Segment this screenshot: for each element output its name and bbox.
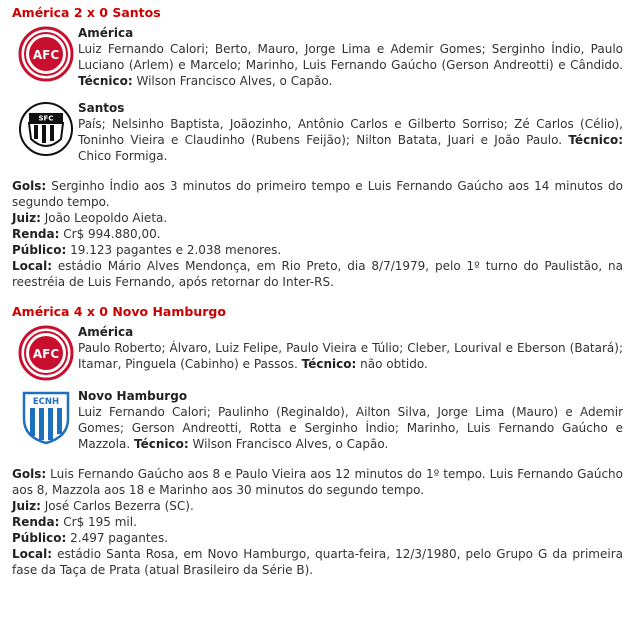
lineup-text: País; Nelsinho Baptista, Joãozinho, Antônio Carlos e Gilberto Sorriso; Zé Carlos (Célio), Toninho Vieira e Claudinho (Rubens Feijão); Nilton Batata, Juari e João Paulo. [78, 117, 623, 147]
team-name: América [78, 26, 134, 40]
america-crest-icon [18, 325, 74, 381]
detail-value: Cr$ 994.880,00. [63, 227, 161, 241]
detail-label: Público: [12, 243, 67, 257]
team-block [12, 389, 623, 452]
detail-label: Renda: [12, 515, 60, 529]
coach-name: Chico Formiga. [78, 149, 168, 163]
lineup-text: Luiz Fernando Calori; Berto, Mauro, Jorge Lima e Ademir Gomes; Serginho Índio, Paulo Luciano (Arlem) e Marcelo; Marinho, Luis Fernando Gaúcho (Gerson Andreotti) e Cândido. [78, 42, 623, 72]
match-section [12, 5, 623, 290]
team-lineup [12, 116, 623, 164]
detail-attendance [12, 530, 623, 546]
america-crest-icon [18, 26, 74, 82]
match-title: América 4 x 0 Novo Hamburgo [12, 304, 226, 319]
detail-value: Serginho Índio aos 3 minutos do primeiro tempo e Luis Fernando Gaúcho aos 14 minutos do segundo tempo. [12, 179, 623, 209]
team-block [12, 26, 623, 89]
match-title: América 2 x 0 Santos [12, 5, 161, 20]
detail-value: João Leopoldo Aieta. [44, 211, 168, 225]
coach-label: Técnico: [133, 437, 189, 451]
crest-letters: AFC [32, 48, 60, 62]
coach-label: Técnico: [301, 357, 357, 371]
article [12, 0, 623, 578]
detail-venue [12, 258, 623, 290]
coach-name: não obtido. [360, 357, 428, 371]
santos-crest-icon [18, 101, 74, 157]
detail-value: Cr$ 195 mil. [63, 515, 137, 529]
detail-label: Juiz: [12, 211, 41, 225]
detail-value: Luis Fernando Gaúcho aos 8 e Paulo Vieira aos 12 minutos do 1º tempo. Luis Fernando Gaúcho aos 8, Mazzola aos 18 e Marinho aos 30 minutos do segundo tempo. [12, 467, 623, 497]
coach-label: Técnico: [568, 133, 623, 147]
detail-label: Renda: [12, 227, 60, 241]
crest-letters: AFC [32, 347, 60, 361]
match-details [12, 178, 623, 290]
lineup-text: Luiz Fernando Calori; Paulinho (Reginaldo), Ailton Silva, Jorge Lima (Mauro) e Ademir Gomes; Gerson Andreotti, Rotta e Serginho Índio; Marinho, Luis Fernando Gaúcho e Mazzola. [78, 405, 623, 451]
coach-label: Técnico: [78, 74, 133, 88]
team-name: América [78, 325, 134, 339]
detail-label: Gols: [12, 467, 47, 481]
team-block [12, 325, 623, 381]
detail-attendance [12, 242, 623, 258]
detail-label: Gols: [12, 179, 47, 193]
detail-label: Local: [12, 547, 53, 561]
crest-letters: ECNH [32, 397, 60, 407]
detail-value: 2.497 pagantes. [70, 531, 169, 545]
team-block [12, 101, 623, 164]
detail-referee [12, 210, 623, 226]
team-lineup [12, 404, 623, 452]
detail-referee [12, 498, 623, 514]
team-name: Novo Hamburgo [78, 389, 188, 403]
novo-hamburgo-crest-icon [18, 389, 74, 445]
detail-goals [12, 178, 623, 210]
detail-label: Juiz: [12, 499, 41, 513]
team-lineup [12, 340, 623, 372]
match-details [12, 466, 623, 578]
detail-goals [12, 466, 623, 498]
detail-value: José Carlos Bezerra (SC). [44, 499, 194, 513]
lineup-text: Paulo Roberto; Álvaro, Luiz Felipe, Paulo Vieira e Túlio; Cleber, Lourival e Eberson (Batará); Itamar, Pinguela (Cabinho) e Passos. [78, 341, 623, 371]
team-name: Santos [78, 101, 125, 115]
detail-value: estádio Mário Alves Mendonça, em Rio Preto, dia 8/7/1979, pelo 1º turno do Paulistão, na reestréia de Luis Fernando, após retornar do Inter-RS. [12, 259, 623, 289]
crest-letters: SFC [38, 114, 54, 123]
coach-name: Wilson Francisco Alves, o Capão. [192, 437, 389, 451]
match-section [12, 304, 623, 578]
detail-label: Local: [12, 259, 53, 273]
detail-revenue [12, 226, 623, 242]
detail-value: 19.123 pagantes e 2.038 menores. [70, 243, 282, 257]
detail-venue [12, 546, 623, 578]
coach-name: Wilson Francisco Alves, o Capão. [136, 74, 333, 88]
detail-value: estádio Santa Rosa, em Novo Hamburgo, quarta-feira, 12/3/1980, pelo Grupo G da primeira fase da Taça de Prata (atual Brasileiro da Série B). [12, 547, 623, 577]
team-lineup [12, 41, 623, 89]
detail-revenue [12, 514, 623, 530]
detail-label: Público: [12, 531, 67, 545]
